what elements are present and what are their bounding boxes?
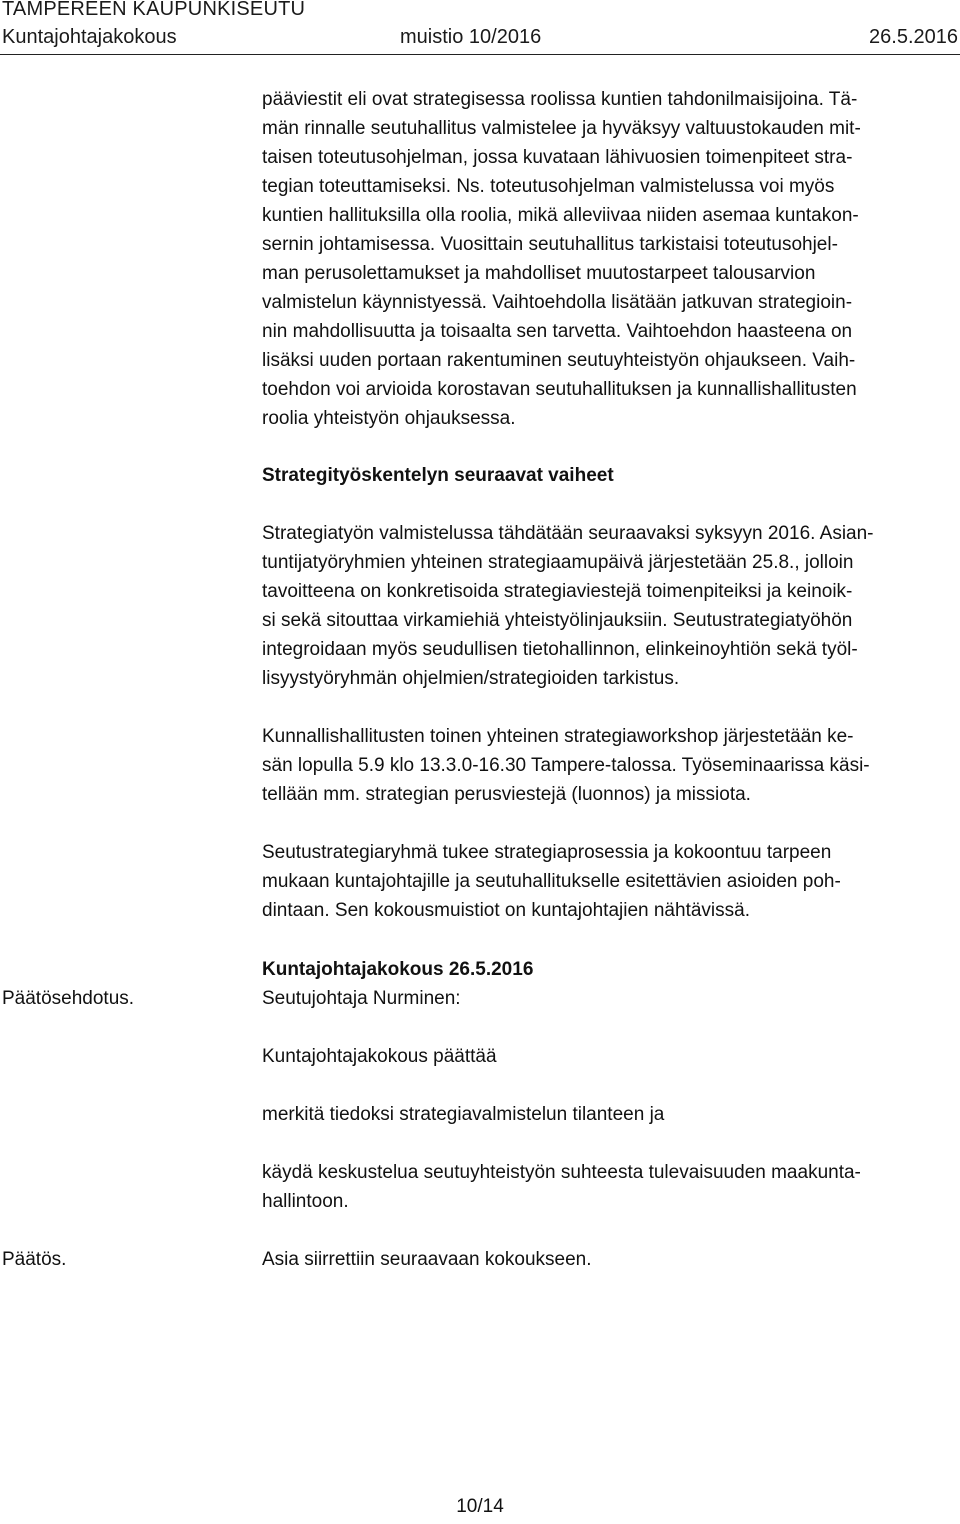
section-heading: Strategityöskentelyn seuraavat vaiheet — [262, 465, 614, 486]
decision-meeting-heading: Kuntajohtajakokous 26.5.2016 — [262, 959, 534, 980]
proposal-line-3: käydä keskustelua seutuyhteistyön suhteesta tulevaisuuden maakunta- hallintoon. — [262, 1162, 861, 1212]
proposal-line-2: merkitä tiedoksi strategiavalmistelun tilanteen ja — [262, 1104, 665, 1125]
strategy-paragraph-2: Kunnallishallitusten toinen yhteinen strategiaworkshop järjestetään ke- sän lopulla 5.9 klo 13.3.0-16.30 Tampere-talossa. Työseminaarissa käsi- tellään mm. strategian perusviestejä (luonnos) ja missiota. — [262, 726, 870, 805]
strategy-paragraph-1: Strategiatyön valmistelussa tähdätään seuraavaksi syksyyn 2016. Asian- tuntijatyöryhmien yhteinen strategiaamupäivä järjestetään 25.8., jolloin tavoitteena on konkretisoida strategiaviestejä toimenpiteiksi ja keinoik- si sekä sitouttaa virkamiehiä yhteistyölinjauksiin. Seutustrategiatyöhön integroidaan myös seudullisen tietohallinnon, elinkeinoyhtiön sekä työl- lisyystyöryhmän ohjelmien/strategioiden tarkistus. — [262, 523, 874, 689]
proposal-line-1: Kuntajohtajakokous päättää — [262, 1046, 497, 1067]
header-memo-number: muistio 10/2016 — [400, 26, 542, 48]
decision-label: Päätös. — [2, 1249, 67, 1270]
page-header — [0, 0, 960, 55]
organization-name: TAMPEREEN KAUPUNKISEUTU — [2, 0, 306, 20]
proposal-label: Päätösehdotus. — [2, 988, 135, 1009]
page-number: 10/14 — [456, 1496, 504, 1517]
strategy-paragraph-3: Seutustrategiaryhmä tukee strategiaprosessia ja kokoontuu tarpeen mukaan kuntajohtajille ja seutuhallitukselle esitettävien asioiden poh- dintaan. Sen kokousmuistiot on kuntajohtajien nähtävissä. — [262, 842, 841, 921]
presenter-line: Seutujohtaja Nurminen: — [262, 988, 461, 1009]
intro-paragraph: pääviestit eli ovat strategisessa roolissa kuntien tahdonilmaisijoina. Tä- män rinnalle seutuhallitus valmistelee ja hyväksyy valtuustokauden mit- taisen toteutusohjelman, jossa kuvataan lähivuosien toimenpiteet stra- tegian toteuttamiseksi. Ns. toteutusohjelman valmistelussa voi myös kuntien hallituksilla olla roolia, mikä alleviivaa niiden asemaa kuntakon- sernin johtamisessa. Vuosittain seutuhallitus tarkistaisi toteutusohjel- man perusolettamukset ja mahdolliset muutostarpeet talousarvion valmistelun käynnistyessä. Vaihtoehdolla lisätään jatkuvan strategioin- nin mahdollisuutta ja toisaalta sen tarvetta. Vaihtoehdon haasteena on lisäksi uuden portaan rakentuminen seutuyhteistyön ohjaukseen. Vaih- toehdon voi arvioida korostavan seutuhallituksen ja kunnallishallitusten roolia yhteistyön ohjauksessa. — [262, 89, 861, 429]
decision-text: Asia siirrettiin seuraavaan kokoukseen. — [262, 1249, 592, 1270]
header-meeting: Kuntajohtajakokous — [2, 26, 177, 48]
header-date: 26.5.2016 — [869, 26, 958, 48]
